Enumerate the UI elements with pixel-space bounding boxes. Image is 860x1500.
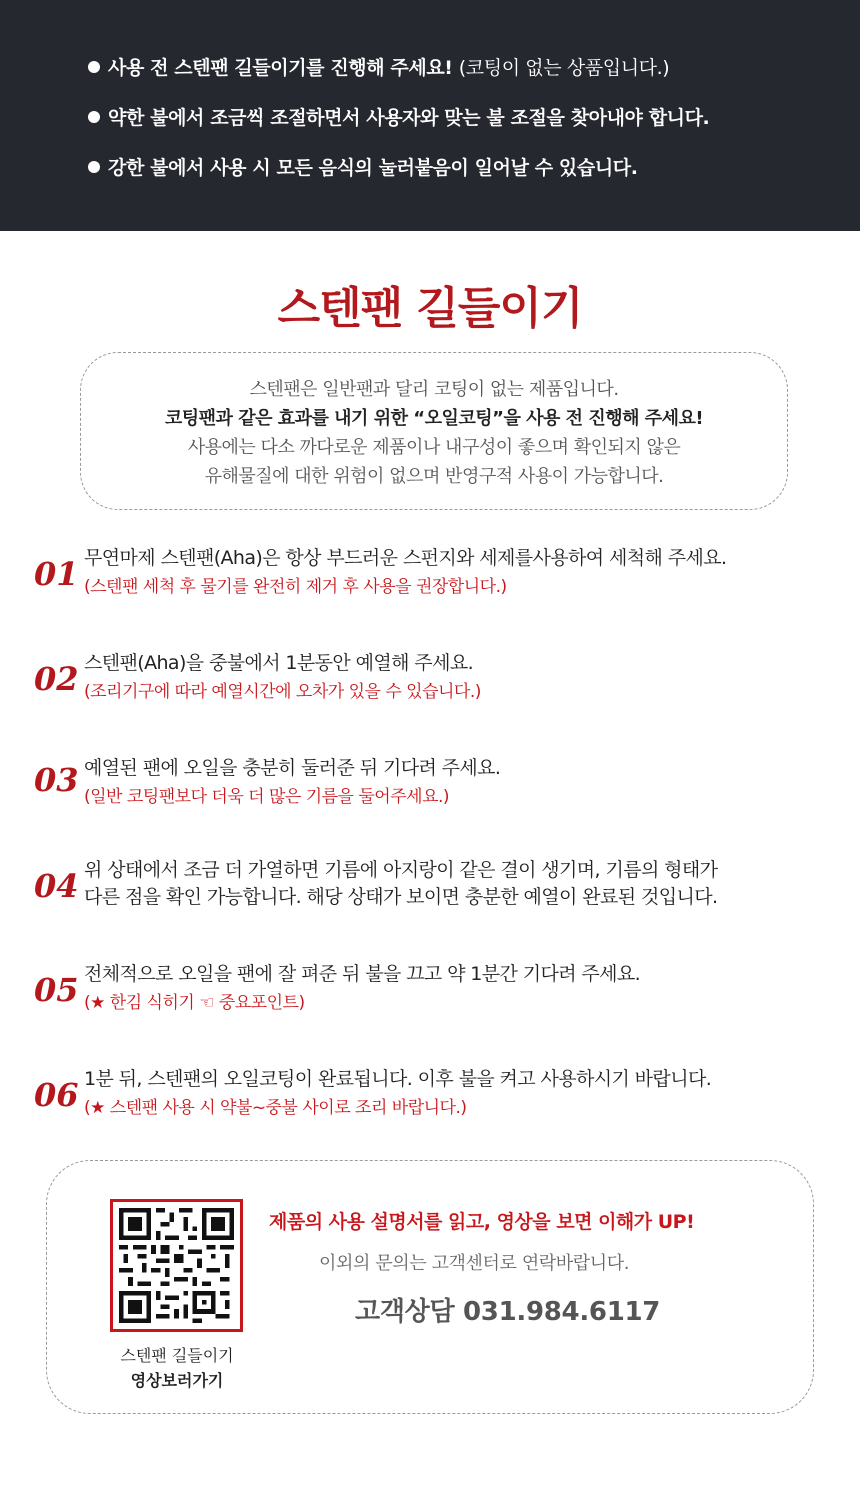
contact-phone: 고객상담 031.984.6117 [355, 1297, 661, 1327]
intro-line-1: 스텐팬은 일반팬과 달리 코팅이 없는 제품입니다. [249, 379, 619, 400]
notice-line-3 [88, 153, 638, 180]
step-main-text: 전체적으로 오일을 팬에 잘 펴준 뒤 불을 끄고 약 1분간 기다려 주세요. [84, 963, 641, 985]
intro-line-3: 사용에는 다소 까다로운 제품이나 내구성이 좋으며 확인되지 않은 [187, 437, 681, 458]
contact-note: 이외의 문의는 고객센터로 연락바랍니다. [319, 1253, 630, 1274]
notice-1-light: (코팅이 없는 상품입니다.) [458, 57, 670, 79]
step-main-text-2: 다른 점을 확인 가능합니다. 해당 상태가 보이면 충분한 예열이 완료된 것입니다. [84, 886, 718, 908]
bullet-icon [88, 111, 100, 123]
step-main-text: 예열된 팬에 오일을 충분히 둘러준 뒤 기다려 주세요. [84, 757, 501, 779]
qr-caption [77, 1343, 277, 1393]
step-number: 06 [34, 1076, 79, 1114]
contact-box [46, 1160, 814, 1414]
step-01 [34, 545, 834, 605]
qr-caption-line-1: 스텐팬 길들이기 [120, 1346, 234, 1365]
bullet-icon [88, 161, 100, 173]
step-sub-text: (★ 스텐팬 사용 시 약불~중불 사이로 조리 바랍니다.) [84, 1098, 467, 1118]
intro-line-2: 코팅팬과 같은 효과를 내기 위한 “오일코팅”을 사용 전 진행해 주세요! [164, 408, 704, 429]
step-sub-text: (스텐팬 세척 후 물기를 완전히 제거 후 사용을 권장합니다.) [84, 577, 507, 597]
intro-line-4: 유해물질에 대한 위험이 없으며 반영구적 사용이 가능합니다. [204, 466, 664, 487]
step-06 [34, 1066, 834, 1126]
step-03 [34, 755, 834, 815]
notice-line-2 [88, 103, 709, 130]
notice-2-text: 약한 불에서 조금씩 조절하면서 사용자와 맞는 불 조절을 찾아내야 합니다. [108, 107, 710, 129]
step-number: 03 [34, 761, 79, 799]
notice-line-1 [88, 53, 669, 80]
step-number: 05 [34, 971, 79, 1009]
step-number: 02 [34, 660, 79, 698]
page-title: 스텐팬 길들이기 [277, 283, 583, 334]
step-02 [34, 650, 834, 710]
qr-code-link[interactable] [110, 1199, 243, 1332]
intro-box [80, 352, 788, 510]
step-04 [34, 857, 834, 917]
step-sub-text: (★ 한김 식히기 ☜ 중요포인트) [84, 993, 305, 1013]
step-main-text: 위 상태에서 조금 더 가열하면 기름에 아지랑이 같은 결이 생기며, 기름의 형태가 [84, 859, 718, 881]
qr-caption-line-2[interactable]: 영상보러가기 [130, 1371, 224, 1390]
notice-banner [0, 0, 860, 231]
bullet-icon [88, 61, 100, 73]
contact-headline: 제품의 사용 설명서를 읽고, 영상을 보면 이해가 UP! [269, 1211, 695, 1233]
notice-3-text: 강한 불에서 사용 시 모든 음식의 눌러붙음이 일어날 수 있습니다. [108, 157, 638, 179]
step-main-text: 스텐팬(Aha)을 중불에서 1분동안 예열해 주세요. [84, 652, 474, 674]
qr-code-icon [119, 1208, 234, 1323]
notice-1-bold: 사용 전 스텐팬 길들이기를 진행해 주세요! [108, 57, 453, 79]
step-05 [34, 961, 834, 1021]
step-sub-text: (일반 코팅팬보다 더욱 더 많은 기름을 둘어주세요.) [84, 787, 450, 807]
step-sub-text: (조리기구에 따라 예열시간에 오차가 있을 수 있습니다.) [84, 682, 481, 702]
step-number: 04 [34, 867, 79, 905]
step-main-text: 무연마제 스텐팬(Aha)은 항상 부드러운 스펀지와 세제를사용하여 세척해 주세요. [84, 547, 727, 569]
step-main-text: 1분 뒤, 스텐팬의 오일코팅이 완료됩니다. 이후 불을 켜고 사용하시기 바랍니다. [84, 1068, 712, 1090]
step-number: 01 [34, 555, 79, 593]
